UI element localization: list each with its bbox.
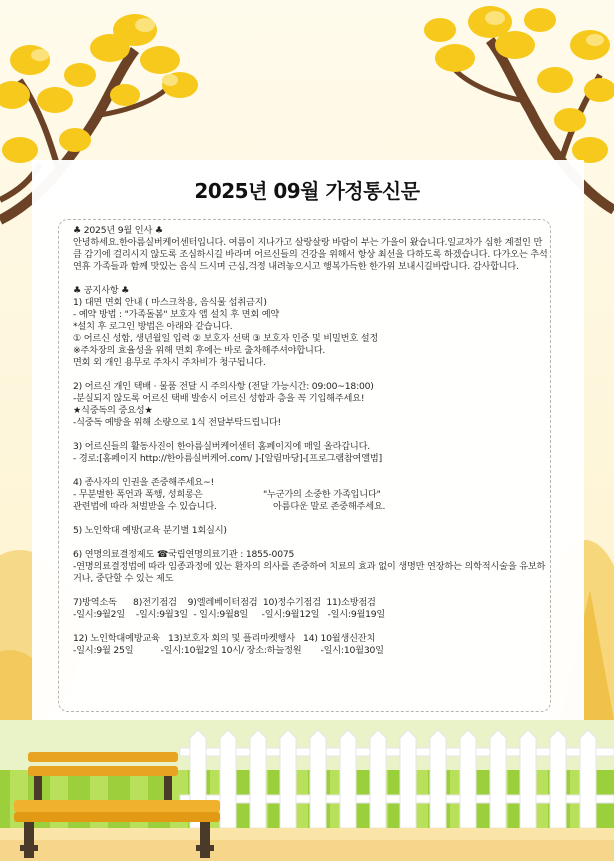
- notice-3-line: - 경로:[홈페이지 http://한아름실버케어.com/ ]-[알림마당]-[프로그램참여앨범]: [73, 453, 382, 464]
- notice-6-title: 6) 연명의료결정제도 ☎국립연명의료기관 : 1855-0075: [73, 549, 295, 560]
- notice-2-line: -식중독 예방을 위해 소량으로 1식 전달부탁드립니다!: [73, 417, 282, 428]
- greeting-body: 안녕하세요.한아름실버케어센터입니다. 여름이 지나가고 살랑살랑 바람이 부는 가을이 왔습니다.일교차가 심한 계절인 만큼 감기에 걸리시지 않도록 조심하시길 바라며 어르신들의 건강을 위해서 항상 최선을 다하도록 하겠습니다. 다가오는 추석연휴 가족들과 함께 맛있는 음식 드시며 근심,걱정 내려놓으시고 행복가득한 한가위 보내시길바랍니다. 감사합니다.: [73, 237, 548, 272]
- notice-4-line: [73, 501, 548, 513]
- notice-1-line: *설치 후 로그인 방법은 아래와 같습니다.: [73, 321, 233, 332]
- notice-8-dates: -일시:9월 25일 -일시:10월2일 10시/ 장소:하늘정원 -일시:10월30일: [73, 645, 384, 656]
- page-title: 2025년 09월 가정통신문: [194, 179, 420, 203]
- notice-1-line: ① 어르신 성함, 생년월일 입력 ② 보호자 선택 ③ 보호자 인증 및 비밀번호 설정: [73, 333, 379, 344]
- notice-4-line2-right: "누군가의 소중한 가족입니다": [263, 489, 381, 500]
- notice-1-title: 1) 대면 면회 안내 ( 마스크착용, 음식물 섭취금지): [73, 297, 267, 308]
- notice-4-title: 4) 종사자의 인권을 존중해주세요~!: [73, 477, 214, 488]
- notice-3-title: 3) 어르신들의 활동사진이 한아름실버케어센터 홈페이지에 매일 올라갑니다.: [73, 441, 371, 452]
- notice-5-title: 5) 노인학대 예방(교육 분기별 1회실시): [73, 525, 227, 536]
- notice-1-line: 면회 외 개인 용무로 주차시 주차비가 청구됩니다.: [73, 357, 266, 368]
- notice-1-line: - 예약 방법 : "가족돌봄" 보호자 앱 설치 후 면회 예약: [73, 309, 280, 320]
- notice-2-line: -분실되지 않도록 어르신 택배 발송시 어르신 성함과 층을 꼭 기입해주세요!: [73, 393, 365, 404]
- greeting-heading: ♣ 2025년 9월 인사 ♣: [73, 225, 163, 236]
- notice-6-line: -연명의료결정법에 따라 임종과정에 있는 환자의 의사를 존중하여 치료의 효과 없이 생명만 연장하는 의학적시술을 유보하거나, 중단할 수 있는 제도: [73, 561, 546, 584]
- notice-4-line: [73, 489, 548, 501]
- notice-4-line3-right: 아름다운 말로 존중해주세요.: [273, 501, 386, 512]
- notice-7-title: 7)방역소독 8)전기점검 9)엘레베이터점검 10)정수기점검 11)소방점검: [73, 597, 376, 608]
- notice-1-line: ※주차장의 효율성을 위해 면회 후에는 바로 출차해주셔야합니다.: [73, 345, 326, 356]
- notice-7-dates: -일시:9월2일 -일시:9월3일 - 일시:9월8일 -일시:9월12일 -일시:9월19일: [73, 609, 386, 620]
- notice-4-line3-left: 관련법에 따라 처벌받을 수 있습니다.: [73, 501, 217, 512]
- notice-8-title: 12) 노인학대예방교육 13)보호자 회의 및 플리마켓행사 14) 10월생신잔치: [73, 633, 376, 644]
- notice-2-title: 2) 어르신 개인 택배 · 물품 전달 시 주의사항 (전달 가능시간: 09:00~18:00): [73, 381, 374, 392]
- newsletter-body: [73, 225, 548, 657]
- notice-2-line: ★식중독의 중요성★: [73, 405, 153, 416]
- notice-4-line2-left: - 무분별한 폭언과 폭행, 성희롱은: [73, 489, 203, 500]
- notice-heading: ♣ 공지사항 ♣: [73, 285, 130, 296]
